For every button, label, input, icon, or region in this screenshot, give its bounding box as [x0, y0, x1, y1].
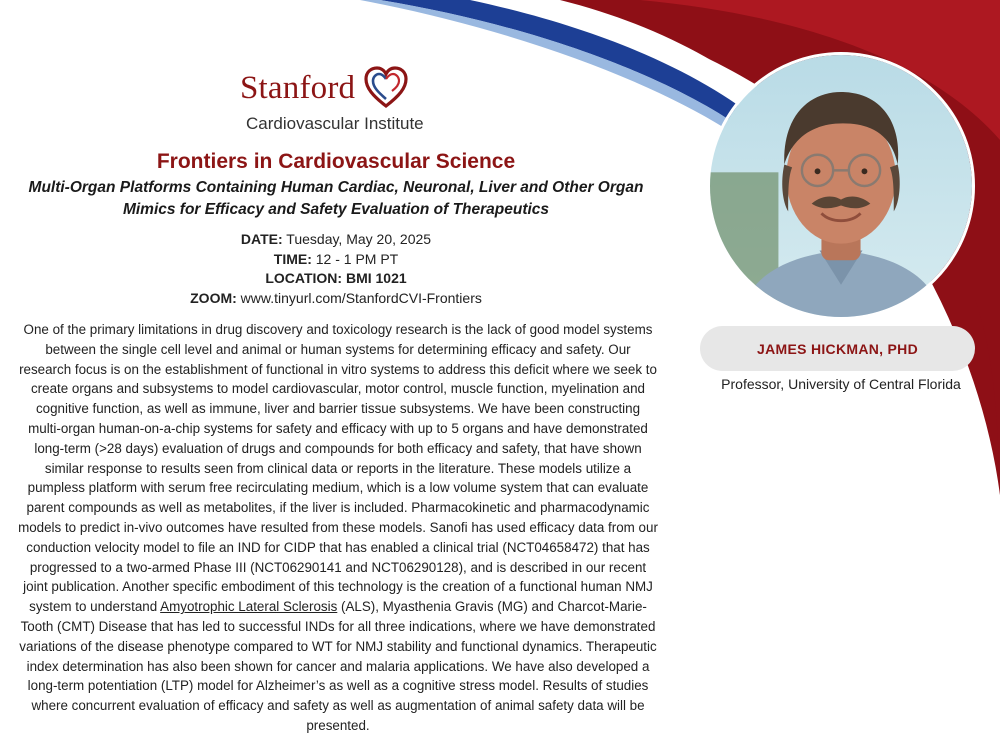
abstract-part-2: (ALS), Myasthenia Gravis (MG) and Charcot-Marie-Tooth (CMT) Disease that has led to successful INDs for all three indications, where we have demonstrated variations of the disease phenotype compared to WT for NMJ stability and functional dynamics. Therapeutic index determination has also been shown for cancer and malaria applications. We have also developed a long-term potentiation (LTP) model for Alzheimer’s as well as a cognitive stress model. Results of studies where concurrent evaluation of efficacy and safety as well as augmentation of animal safety data will be presented. [19, 599, 657, 733]
date-row [0, 230, 672, 250]
talk-title [26, 177, 646, 221]
date-value: Tuesday, May 20, 2025 [286, 231, 432, 247]
speaker-name: JAMES HICKMAN, PHD [757, 340, 918, 357]
series-title: Frontiers in Cardiovascular Science [156, 150, 516, 173]
logo-wordmark: Stanford [240, 69, 356, 106]
speaker-portrait-icon [710, 55, 972, 317]
location-row [0, 269, 672, 289]
speaker-name-pill [700, 326, 975, 371]
als-link[interactable]: Amyotrophic Lateral Sclerosis [160, 599, 338, 615]
zoom-row [0, 289, 672, 309]
event-details [0, 230, 672, 308]
date-label: DATE: [240, 231, 283, 247]
abstract-text [18, 320, 658, 736]
abstract-part-1: One of the primary limitations in drug discovery and toxicology research is the lack of good model systems between the single cell level and animal or human systems for determining efficacy and safety. Our research focus is on the establishment of functional in vitro systems to address this deficit where we seek to create organs and subsystems to model cardiovascular, motor control, muscle function, myelination and cognitive function, as well as immune, liver and barrier tissue subsystems. We have been constructing multi-organ human-on-a-chip systems for safety and efficacy with up to 5 organs and have demonstrated long-term (>28 days) evaluation of drugs and compounds for both efficacy and safety, that have shown similar response to results seen from clinical data or reports in the literature. These models utilize a pumpless platform with serum free recirculating medium, which is a low volume system that can evaluate parent compounds as well as metabolites, if the liver is included. Pharmacokinetic and pharmacodynamic models to predict in-vivo outcomes have resulted from these models. Sanofi has used efficacy data from our conduction velocity model to file an IND for CIDP that has enabled a clinical trial (NCT04658472) that has progressed to a two-armed Phase III (NCT06290141 and NCT06290128), and is described in our recent joint publication. Another specific embodiment of this technology is the creation of a functional human NMJ system to understand [18, 322, 658, 615]
logo-subtitle: Cardiovascular Institute [246, 114, 424, 133]
speaker-affiliation: Professor, University of Central Florida [721, 376, 961, 392]
time-row [0, 250, 672, 270]
stanford-cvi-logo [240, 66, 450, 134]
time-label: TIME: [273, 250, 312, 267]
time-value: 12 - 1 PM PT [315, 250, 399, 267]
location-label: LOCATION: [265, 270, 343, 286]
speaker-photo [707, 52, 975, 320]
heart-logo-icon [363, 66, 409, 110]
zoom-link[interactable]: www.tinyurl.com/StanfordCVI-Frontiers [240, 289, 482, 306]
zoom-label: ZOOM: [190, 289, 237, 306]
talk-title-line-2: Mimics for Efficacy and Safety Evaluation of Therapeutics [122, 201, 550, 218]
location-value: BMI 1021 [345, 270, 407, 286]
talk-title-line-1: Multi-Organ Platforms Containing Human Cardiac, Neuronal, Liver and Other Organ [28, 179, 644, 196]
